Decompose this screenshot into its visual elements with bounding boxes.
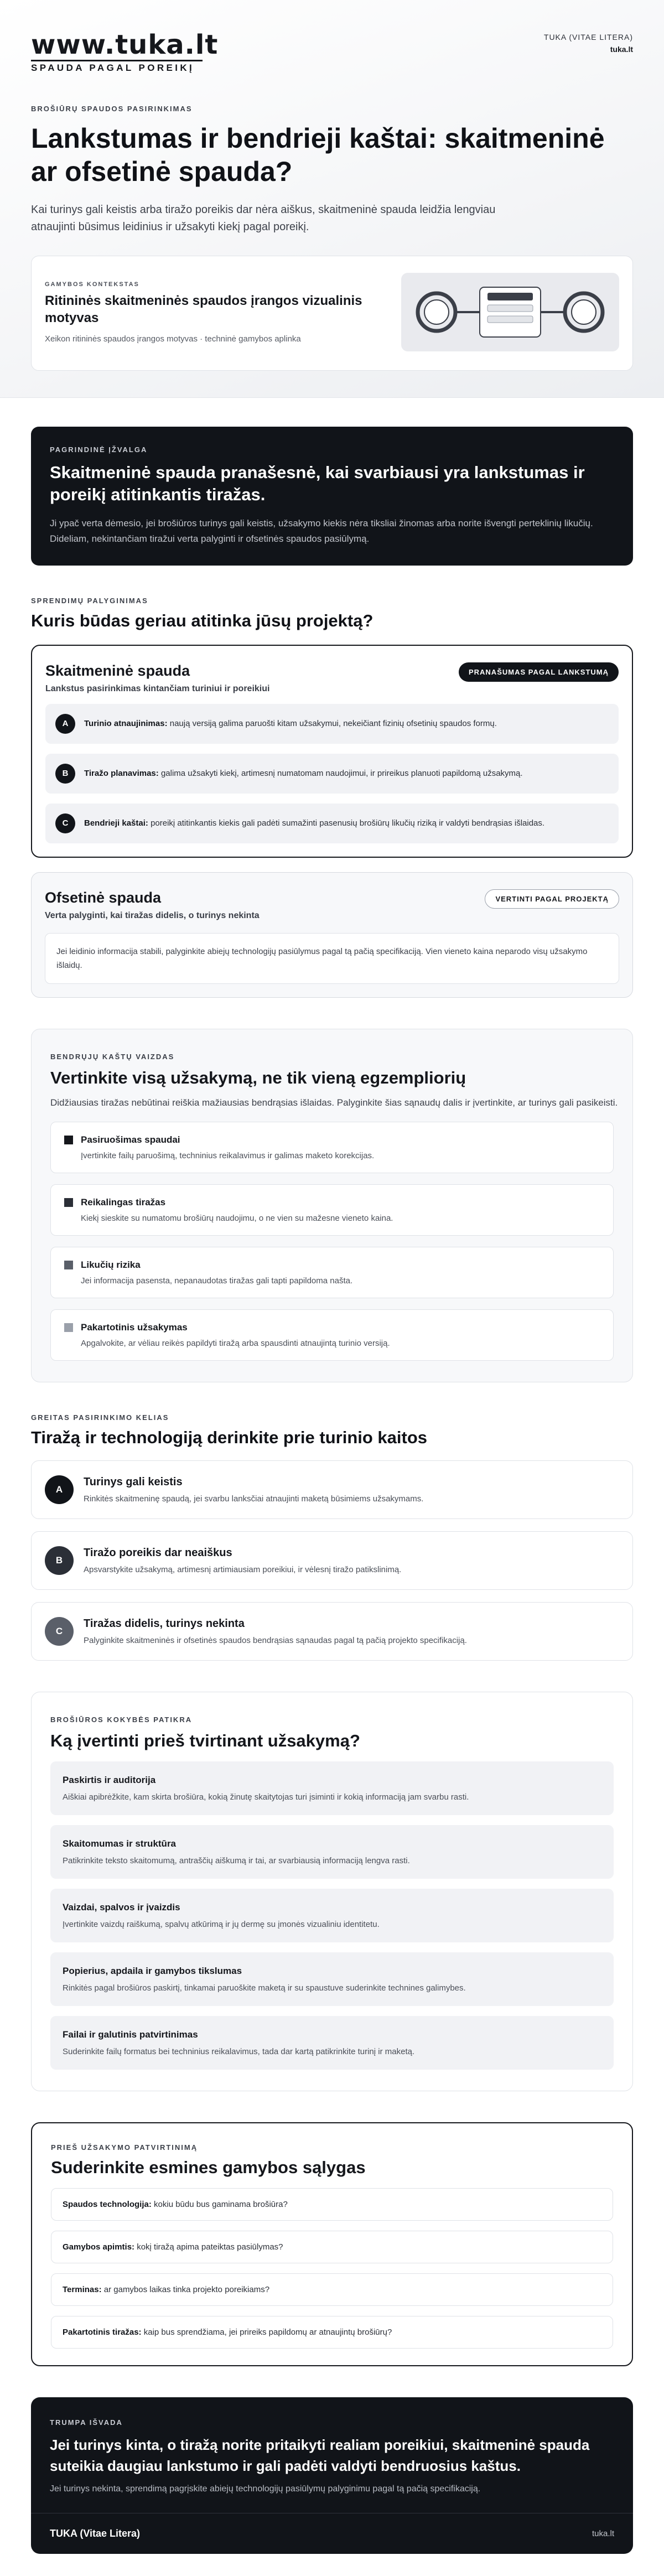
- offset-option-badge: VERTINTI PAGAL PROJEKTĄ: [485, 889, 619, 909]
- bottom-spacer: [31, 2554, 633, 2576]
- row-desc: poreikį atitinkantis kiekis gali padėti sumažinti pasenusių brošiūrų likučių riziką ir valdyti bendrąsias išlaidas.: [151, 818, 545, 828]
- quality-item: [50, 1889, 614, 1942]
- confirm-row: [51, 2188, 613, 2221]
- quality-item-desc: Patikrinkite teksto skaitomumą, antraščių aiškumą ir tai, ar svarbiausią informaciją lengva rasti.: [63, 1856, 410, 1865]
- main-content: [0, 398, 664, 2576]
- confirm-eyebrow: PRIEŠ UŽSAKYMO PATVIRTINIMĄ: [51, 2143, 198, 2152]
- cost-item-heading: [64, 1260, 600, 1271]
- digital-row: [45, 804, 619, 843]
- step-letter-badge: B: [45, 1546, 74, 1575]
- quality-item: [50, 1761, 614, 1815]
- confirm-row-text: kaip bus sprendžiama, jei prireiks papildomų ar atnaujintų brošiūrų?: [143, 2328, 392, 2337]
- key-insight: [31, 427, 633, 566]
- context-card: [31, 256, 633, 371]
- step-text: [84, 1547, 401, 1574]
- brand-name: TUKA (VITAE LITERA): [543, 33, 633, 42]
- summary-title: Jei turinys kinta, o tiražą norite pritaikyti realiam poreikiui, skaitmeninė spauda suteikia daugiau lankstumo ir gali padėti valdyti bendruosius kaštus.: [50, 2437, 590, 2474]
- row-desc: naują versiją galima paruošti kitam užsakymui, nekeičiant fizinių ofsetinių spaudos formų.: [169, 719, 497, 728]
- comparison-title: Kuris būdas geriau atitinka jūsų projektą?: [31, 611, 374, 630]
- cost-item-heading: [64, 1197, 600, 1208]
- topbar: [31, 31, 633, 74]
- context-eyebrow: GAMYBOS KONTEKSTAS: [45, 281, 139, 288]
- footer-site-link[interactable]: tuka.lt: [592, 2529, 614, 2538]
- row-label: Tiražo planavimas:: [84, 769, 159, 778]
- step-text: [84, 1618, 467, 1645]
- row-letter-badge: B: [55, 764, 75, 784]
- confirm-row-label: Pakartotinis tiražas:: [63, 2328, 142, 2337]
- brand-info: [544, 31, 633, 55]
- quick-title: Tiražą ir technologiją derinkite prie turinio kaitos: [31, 1428, 428, 1447]
- quality-item-title: Paskirtis ir auditorija: [63, 1775, 156, 1785]
- summary-panel: [31, 2397, 633, 2513]
- insight-text: Ji ypač verta dėmesio, jei brošiūros turinys gali keistis, užsakymo kiekis nėra tiksliai žinomas arba norite išvengti perteklinių likučių. Dideliam, nekintančiam tiražui verta palyginti ir ofsetinės spaudos pasiūlymą.: [50, 518, 593, 544]
- cost-item-title: Likučių rizika: [81, 1260, 141, 1270]
- comparison-section: [31, 597, 633, 998]
- digital-option-badge: PRANAŠUMAS PAGAL LANKSTUMĄ: [459, 662, 619, 682]
- context-caption: Xeikon ritininės spaudos įrangos motyvas · techninė gamybos aplinka: [45, 334, 301, 344]
- cost-item-heading: [64, 1322, 600, 1333]
- quality-item-desc: Rinkitės pagal brošiūros paskirtį, tinkamai paruoškite maketą ir su spaustuve suderinkite technines galimybes.: [63, 1983, 466, 1993]
- brand-site-link[interactable]: tuka.lt: [610, 45, 633, 54]
- offset-option-subtitle: Verta palyginti, kai tiražas didelis, o turinys nekinta: [45, 911, 260, 920]
- step-letter-badge: C: [45, 1617, 74, 1646]
- cost-item-heading: [64, 1134, 600, 1146]
- quality-item: [50, 2016, 614, 2070]
- digital-row: [45, 754, 619, 794]
- quality-item: [50, 1825, 614, 1879]
- quality-item-desc: Įvertinkite vaizdų raiškumą, spalvų atkūrimą ir jų dermę su įmonės vizualiniu identitetu.: [63, 1920, 380, 1929]
- step-title: Turinys gali keistis: [84, 1476, 183, 1488]
- step-letter-badge: A: [45, 1475, 74, 1504]
- costs-panel: [31, 1029, 633, 1382]
- cost-item: [50, 1309, 614, 1361]
- offset-option-title: Ofsetinė spauda: [45, 889, 162, 906]
- confirm-row-text: kokiu būdu bus gaminama brošiūra?: [154, 2200, 288, 2209]
- confirm-row-text: ar gamybos laikas tinka projekto poreikiams?: [103, 2285, 270, 2294]
- row-label: Turinio atnaujinimas:: [84, 719, 168, 728]
- step-text: [84, 1476, 423, 1504]
- square-icon: [64, 1198, 73, 1207]
- step-desc: Rinkitės skaitmeninę spaudą, jei svarbu lanksčiai atnaujinti maketą būsimiems užsakymams.: [84, 1494, 424, 1504]
- context-text: [45, 281, 377, 344]
- digital-option-header: [45, 662, 619, 694]
- quality-item-title: Failai ir galutinis patvirtinimas: [63, 2029, 198, 2040]
- hero-lead: Kai turinys gali keistis arba tiražo poreikis dar nėra aiškus, skaitmeninė spauda leidžia lengviau atnaujinti būsimus leidinius ir užsakyti kiekį pagal poreikį.: [31, 204, 496, 233]
- confirm-row: [51, 2231, 613, 2263]
- cost-item-title: Pasiruošimas spaudai: [81, 1134, 180, 1145]
- footer: [31, 2513, 633, 2554]
- cost-item: [50, 1184, 614, 1236]
- insight-eyebrow: PAGRINDINĖ ĮŽVALGA: [50, 445, 148, 454]
- quick-step: [31, 1460, 633, 1519]
- cost-item: [50, 1122, 614, 1173]
- cost-item-desc: Jei informacija pasensta, nepanaudotas tiražas gali tapti papildoma našta.: [81, 1276, 353, 1286]
- quick-step: [31, 1531, 633, 1590]
- costs-title: Vertinkite visą užsakymą, ne tik vieną egzempliorių: [50, 1068, 466, 1087]
- summary-text: Jei turinys nekinta, sprendimą pagrįskite abiejų technologijų pasiūlymų palyginimu pagal tą pačią specifikaciją.: [50, 2484, 481, 2494]
- logo-main-text: www.tuka.lt: [31, 29, 219, 60]
- cost-item-desc: Įvertinkite failų paruošimą, techninius reikalavimus ir galimas maketo korekcijas.: [81, 1151, 375, 1160]
- quality-item-desc: Suderinkite failų formatus bei techninius reikalavimus, tada dar kartą patikrinkite turinį ir maketą.: [63, 2047, 415, 2056]
- confirm-row: [51, 2273, 613, 2306]
- row-letter-badge: A: [55, 714, 75, 734]
- costs-eyebrow: BENDRŲJŲ KAŠTŲ VAIZDAS: [50, 1053, 175, 1061]
- confirm-title: Suderinkite esmines gamybos sąlygas: [51, 2158, 366, 2177]
- square-icon: [64, 1136, 73, 1144]
- quality-eyebrow: BROŠIŪROS KOKYBĖS PATIKRA: [50, 1715, 193, 1724]
- digital-option-heading: [45, 662, 269, 694]
- quality-item-desc: Aiškiai apibrėžkite, kam skirta brošiūra, kokią žinutę skaitytojas turi įsiminti ir kokią informaciją jam svarbu rasti.: [63, 1792, 469, 1802]
- step-title: Tiražas didelis, turinys nekinta: [84, 1618, 245, 1630]
- digital-option-subtitle: Lankstus pasirinkimas kintančiam turiniui ir poreikiui: [45, 684, 270, 693]
- quality-item-title: Skaitomumas ir struktūra: [63, 1838, 177, 1849]
- comparison-eyebrow: SPRENDIMŲ PALYGINIMAS: [31, 597, 148, 605]
- quick-eyebrow: GREITAS PASIRINKIMO KELIAS: [31, 1413, 169, 1422]
- cost-item-title: Pakartotinis užsakymas: [81, 1322, 188, 1333]
- offset-option-header: [45, 889, 619, 921]
- confirm-row: [51, 2316, 613, 2349]
- quality-title: Ką įvertinti prieš tvirtinant užsakymą?: [50, 1731, 360, 1750]
- logo-tagline: SPAUDA PAGAL POREIKĮ: [31, 60, 203, 74]
- cost-item-desc: Kiekį sieskite su numatomu brošiūrų naudojimu, o ne vien su mažesne vieneto kaina.: [81, 1214, 393, 1223]
- cost-item-desc: Apgalvokite, ar vėliau reikės papildyti tiražą arba spausdinti atnaujintą turinio versiją.: [81, 1339, 390, 1348]
- row-desc: galima užsakyti kiekį, artimesnį numatomam naudojimui, ir prireikus planuoti papildomą užsakymą.: [160, 769, 523, 778]
- cost-item-title: Reikalingas tiražas: [81, 1197, 166, 1207]
- quick-step: [31, 1602, 633, 1661]
- quick-path-section: [31, 1413, 633, 1661]
- cost-item: [50, 1247, 614, 1298]
- row-letter-badge: C: [55, 813, 75, 833]
- summary-eyebrow: TRUMPA IŠVADA: [50, 2418, 123, 2427]
- confirm-row-label: Gamybos apimtis:: [63, 2242, 135, 2252]
- context-title: Ritininės skaitmeninės spaudos įrangos vizualinis motyvas: [45, 293, 362, 325]
- row-text: [84, 717, 497, 730]
- costs-lead: Didžiausias tiražas nebūtinai reiškia mažiausias bendrąsias išlaidas. Palyginkite šias sąnaudų dalis ir įvertinkite, ar turinys gali pasikeisti.: [50, 1097, 618, 1108]
- digital-row: [45, 704, 619, 744]
- square-icon: [64, 1261, 73, 1269]
- step-title: Tiražo poreikis dar neaiškus: [84, 1547, 232, 1559]
- confirm-row-label: Terminas:: [63, 2285, 102, 2294]
- page-title: Lankstumas ir bendrieji kaštai: skaitmeninė ar ofsetinė spauda?: [31, 123, 605, 187]
- offset-option-note: Jei leidinio informacija stabili, palyginkite abiejų technologijų pasiūlymus pagal tą pačią specifikaciją. Vien vieneto kaina neparodo visų užsakymo išlaidų.: [45, 933, 619, 984]
- press-machine-icon: [401, 273, 619, 351]
- offset-option-heading: [45, 889, 260, 921]
- row-label: Bendrieji kaštai:: [84, 818, 148, 828]
- row-text: [84, 767, 523, 780]
- quality-item-title: Popierius, apdaila ir gamybos tikslumas: [63, 1966, 242, 1976]
- insight-title: Skaitmeninė spauda pranašesnė, kai svarbiausi yra lankstumas ir poreikį atitinkantis tiražas.: [50, 463, 585, 504]
- step-desc: Apsvarstykite užsakymą, artimesnį artimiausiam poreikiui, ir vėlesnį tiražo patikslinimą.: [84, 1565, 402, 1574]
- hero: [0, 0, 664, 398]
- footer-brand-name: TUKA (Vitae Litera): [50, 2528, 141, 2539]
- confirm-panel: [31, 2122, 633, 2366]
- quality-panel: [31, 1692, 633, 2091]
- offset-option-card: [31, 872, 633, 998]
- confirm-row-label: Spaudos technologija:: [63, 2200, 152, 2209]
- hero-eyebrow: BROŠIŪRŲ SPAUDOS PASIRINKIMAS: [31, 105, 193, 113]
- press-illustration: [401, 273, 619, 351]
- row-text: [84, 817, 544, 830]
- confirm-row-text: kokį tiražą apima pateiktas pasiūlymas?: [137, 2242, 283, 2252]
- quality-item: [50, 1952, 614, 2006]
- logo[interactable]: [31, 31, 218, 74]
- square-icon: [64, 1323, 73, 1332]
- digital-option-title: Skaitmeninė spauda: [45, 662, 190, 679]
- digital-option-card: [31, 645, 633, 858]
- quality-item-title: Vaizdai, spalvos ir įvaizdis: [63, 1902, 180, 1912]
- step-desc: Palyginkite skaitmeninės ir ofsetinės spaudos bendrąsias sąnaudas pagal tą pačią projekto specifikaciją.: [84, 1636, 467, 1645]
